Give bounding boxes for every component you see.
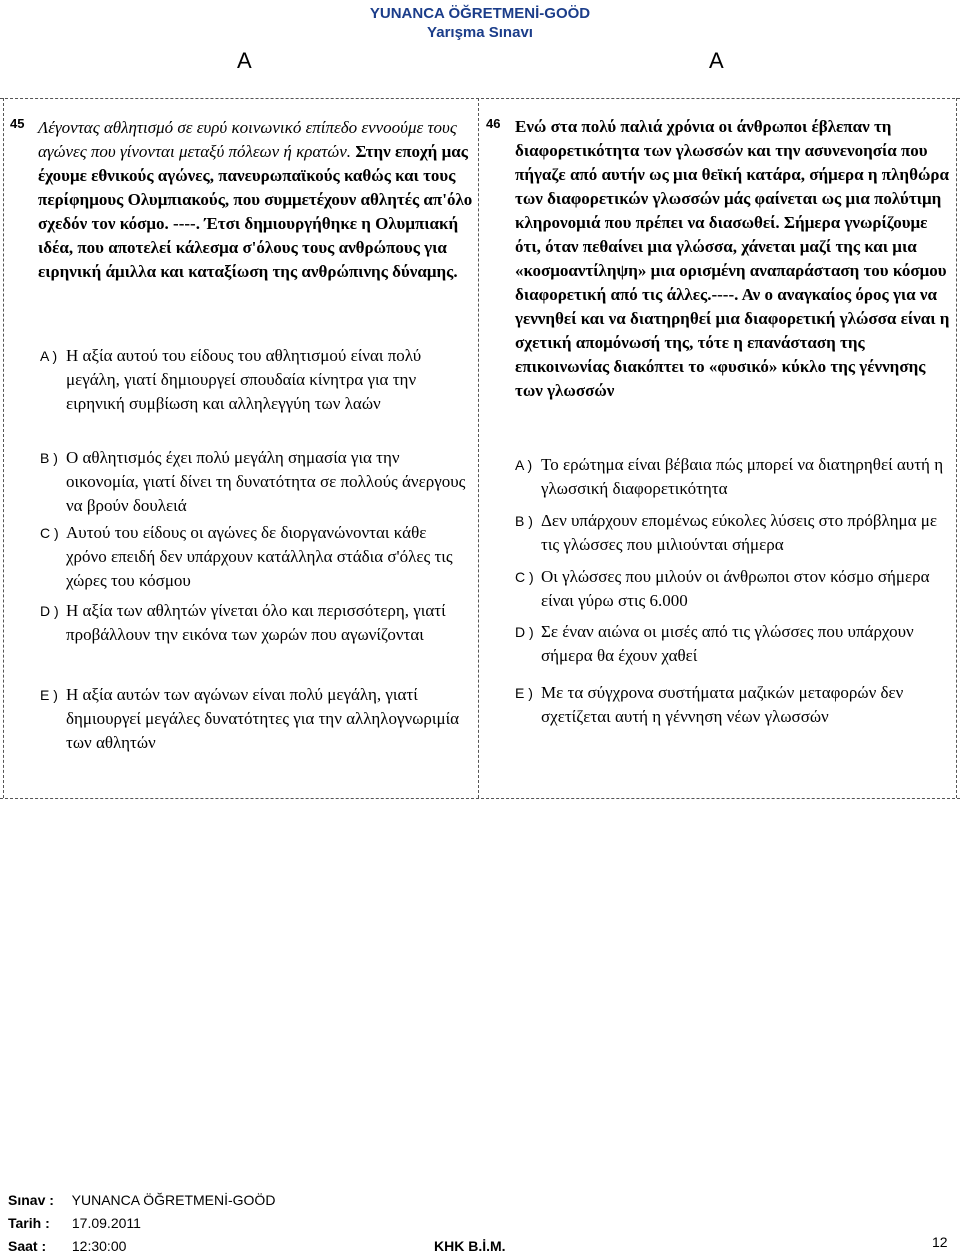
answer-option-e[interactable] (40, 683, 468, 755)
option-label: B ) (515, 513, 533, 529)
footer-exam-row: Sınav : YUNANCA ÖĞRETMENİ-GOÖD (8, 1192, 276, 1208)
option-label: D ) (515, 624, 534, 640)
booklet-letter-left: A (237, 48, 252, 73)
top-divider (0, 98, 960, 99)
option-text: Σε έναν αιώνα οι μισές από τις γλώσσες που υπάρχουν σήμερα θα έχουν χαθεί (541, 622, 914, 665)
option-text: Η αξία αυτού του είδους του αθλητισμού είναι πολύ μεγάλη, γιατί δημιουργεί σπουδαία κίνητρα για την ειρηνική συμβίωση και αλληλεγγύη των λαών (66, 346, 422, 413)
page-number: 12 (932, 1234, 948, 1250)
question-stem (515, 115, 950, 403)
footer-date-row: Tarih : 17.09.2011 (8, 1215, 141, 1231)
option-label: A ) (40, 348, 58, 364)
option-text: Η αξία αυτών των αγώνων είναι πολύ μεγάλη, γιατί δημιουργεί μεγάλες δυνατότητες για την αλληλογνωριμία των αθλητών (66, 685, 460, 752)
option-text: Οι γλώσσες που μιλούν οι άνθρωποι στον κόσμο σήμερα είναι γύρω στις 6.000 (541, 567, 930, 610)
exam-header (0, 4, 960, 42)
footer-exam-value: YUNANCA ÖĞRETMENİ-GOÖD (71, 1192, 276, 1208)
option-text: Με τα σύγχρονα συστήματα μαζικών μεταφορών δεν σχετίζεται αυτή η γέννηση νέων γλωσσών (541, 683, 904, 726)
stem-bold-part: Στην εποχή μας έχουμε εθνικούς αγώνες, πανευρωπαϊκούς καθώς και τους περίφημους Ολυμπιακούς, που συμμετέχουν αθλητές απ'όλο σχεδόν τον κόσμο. ----. Έτσι δημιουργήθηκε η Ολυμπιακή ιδέα, που αποτελεί κάλεσμα σ'όλους τους ανθρώπους για ειρηνική άμιλλα και καταξίωση της ανθρώπινης δύναμης. (38, 142, 473, 281)
option-label: C ) (515, 569, 534, 585)
right-border (956, 98, 957, 798)
left-border (3, 98, 4, 798)
answer-option-a[interactable] (515, 453, 950, 501)
option-text: Αυτού του είδους οι αγώνες δε διοργανώνονται κάθε χρόνο επειδή δεν υπάρχουν κατάλληλα στάδια σ'όλες τις χώρες του κόσμου (66, 523, 453, 590)
answer-option-b[interactable] (40, 446, 468, 518)
footer-exam-label: Sınav (8, 1192, 46, 1208)
stem-bold-part: Ενώ στα πολύ παλιά χρόνια οι άνθρωποι έβλεπαν τη διαφορετικότητα των γλωσσών και την ασυνενοησία που πήγαζε από αυτήν ως μια θεϊκή κατάρα, σήμερα η πληθώρα των διαφορετικών γλωσσών μάς φαίνεται ως μια πολύτιμη κληρονομιά που πρέπει να διασωθεί. Σήμερα γνωρίζουμε ότι, όταν πεθαίνει μια γλώσσα, χάνεται μαζί της και μια «κοσμοαντίληψη» μια ορισμένη αναπαράσταση του κόσμου διαφορετική από τις άλλες.----. Αν ο αναγκαίος όρος για να γεννηθεί και να διατηρηθεί μια διαφορετική γλώσσα είναι η σχετική απομόνωσή της, τότε η επανάσταση της επικοινωνίας διακόπτει το «φυσικό» κύκλο της γέννησης των γλωσσών (515, 117, 950, 400)
option-label: B ) (40, 450, 58, 466)
footer-time-label: Saat (8, 1238, 38, 1254)
answer-option-e[interactable] (515, 681, 950, 729)
question-number: 45 (10, 116, 25, 131)
exam-title: YUNANCA ÖĞRETMENİ-GOÖD (369, 5, 591, 22)
option-text: Το ερώτημα είναι βέβαια πώς μπορεί να διατηρηθεί αυτή η γλωσσική διαφορετικότητα (541, 455, 944, 498)
exam-footer (8, 1189, 275, 1258)
booklet-letter-right: A (709, 48, 724, 73)
option-label: E ) (40, 687, 58, 703)
option-label: E ) (515, 685, 533, 701)
stem-italic-part: Λέγοντας αθλητισμό σε ευρύ κοινωνικό επίπεδο εννοούμε τους αγώνες που γίνονται μεταξύ πόλεων ή κρατών. (38, 118, 457, 161)
exam-subtitle: Yarışma Sınavı (427, 24, 533, 41)
option-label: A ) (515, 457, 533, 473)
answer-option-a[interactable] (40, 344, 468, 416)
bottom-divider (0, 798, 960, 799)
footer-time-row: Saat : 12:30:00 (8, 1238, 127, 1254)
column-divider (478, 98, 479, 798)
answer-option-d[interactable] (515, 620, 950, 668)
answer-option-c[interactable] (515, 565, 950, 613)
question-stem (38, 116, 474, 284)
footer-time-value: 12:30:00 (71, 1238, 127, 1254)
answer-option-c[interactable] (40, 521, 468, 593)
footer-code: KHK B.İ.M. (434, 1238, 506, 1254)
option-label: C ) (40, 525, 59, 541)
footer-date-value: 17.09.2011 (71, 1215, 141, 1231)
option-text: Δεν υπάρχουν επομένως εύκολες λύσεις στο πρόβλημα με τις γλώσσες που μιλιούνται σήμερα (541, 511, 938, 554)
option-text: Ο αθλητισμός έχει πολύ μεγάλη σημασία για την οικονομία, γιατί δίνει τη δυνατότητα σε πολλούς άνεργους να βρούν δουλειά (66, 448, 466, 515)
option-text: Η αξία των αθλητών γίνεται όλο και περισσότερη, γιατί προβάλλουν την εικόνα των χωρών που αγωνίζονται (66, 601, 446, 644)
question-number: 46 (486, 116, 501, 131)
answer-option-b[interactable] (515, 509, 950, 557)
footer-date-label: Tarih (8, 1215, 42, 1231)
option-label: D ) (40, 603, 59, 619)
answer-option-d[interactable] (40, 599, 468, 647)
